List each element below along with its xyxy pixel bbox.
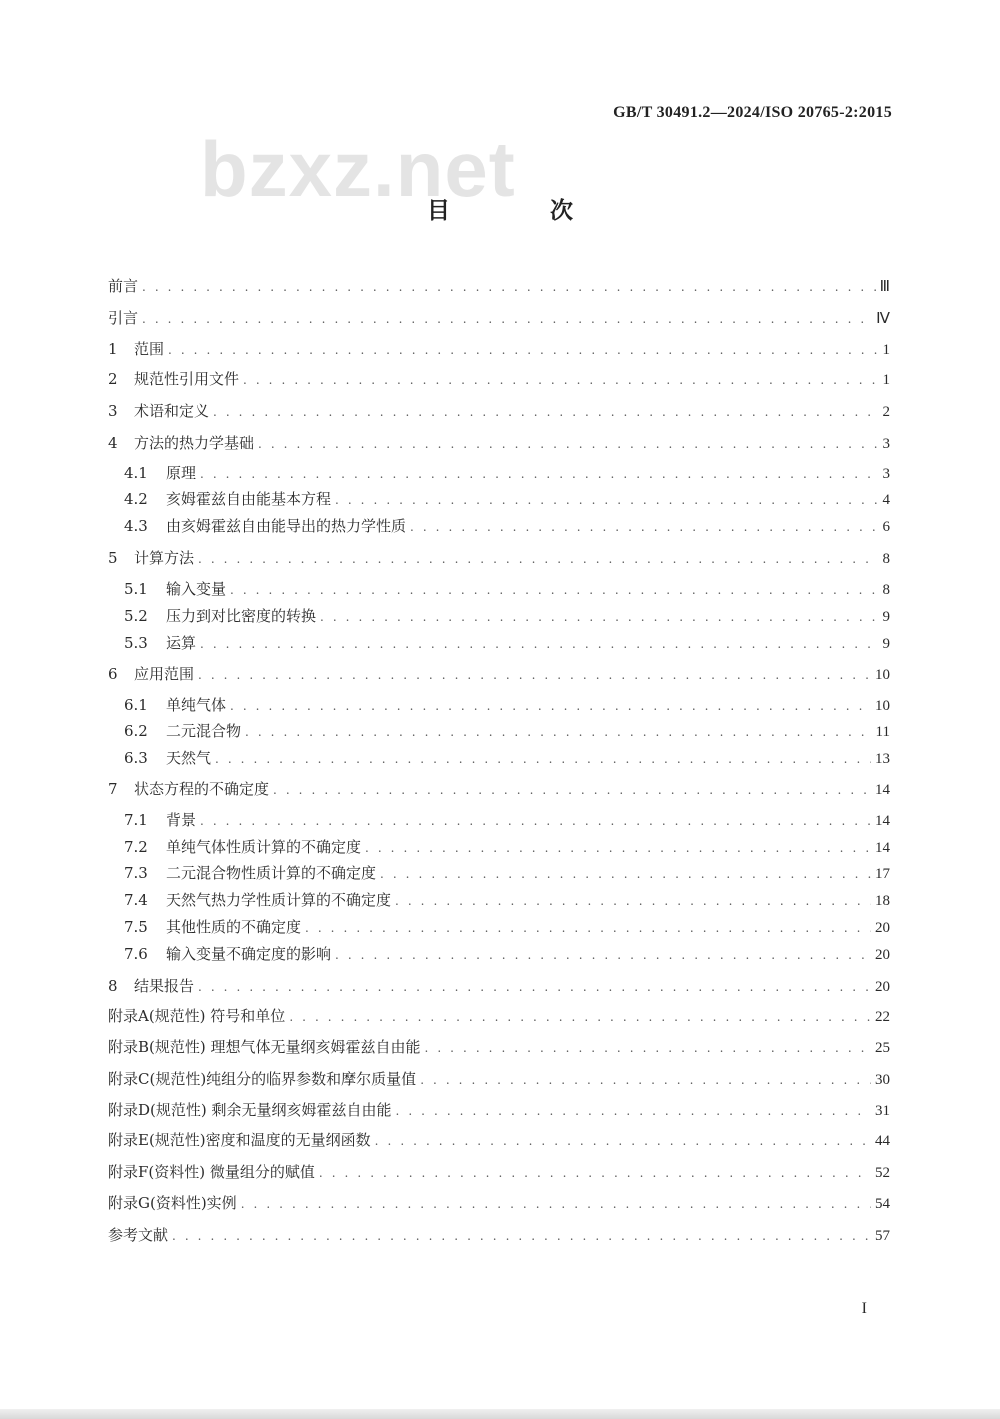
toc-leader-dots (200, 633, 878, 655)
page-title: 目 次 (426, 197, 619, 224)
toc-entry[interactable] (108, 1161, 890, 1183)
toc-entry-number: 7 (108, 780, 118, 798)
toc-entry-page: 1 (882, 372, 890, 388)
toc-leader-dots (335, 944, 871, 966)
toc-entry-number: 7.3 (124, 864, 148, 882)
toc-entry[interactable] (108, 1224, 890, 1246)
toc-entry-page: 4 (882, 492, 890, 508)
toc-entry-page: 14 (875, 782, 890, 798)
toc-entry-title: 附录E(规范性)密度和温度的无量纲函数 (108, 1131, 371, 1149)
toc-leader-dots (213, 401, 878, 423)
toc-entry-title: 术语和定义 (134, 402, 210, 420)
toc-entry[interactable] (108, 547, 890, 569)
toc-entry[interactable] (124, 694, 890, 716)
toc-entry-page: 11 (875, 724, 890, 740)
toc-entry[interactable] (124, 889, 890, 911)
toc-entry-title: 天然气 (166, 749, 212, 767)
toc-entry[interactable] (124, 578, 890, 600)
toc-entry[interactable] (124, 605, 890, 627)
toc-leader-dots (142, 276, 876, 298)
toc-entry-title: 单纯气体 (166, 696, 227, 714)
toc-entry[interactable] (108, 432, 890, 454)
toc-entry-title: 计算方法 (134, 549, 195, 567)
toc-entry-title: 附录F(资料性) 微量组分的赋值 (108, 1163, 315, 1181)
toc-entry-number: 7.2 (124, 838, 148, 856)
toc-leader-dots (198, 548, 878, 570)
toc-leader-dots (172, 1225, 871, 1247)
toc-entry-page: 6 (882, 519, 890, 535)
toc-entry-page: 10 (875, 667, 890, 683)
toc-leader-dots (273, 779, 871, 801)
toc-leader-dots (425, 1037, 872, 1059)
toc-entry-title: 由亥姆霍兹自由能导出的热力学性质 (166, 517, 407, 535)
watermark: bzxz.net (200, 125, 516, 213)
toc-entry-number: 7.4 (124, 891, 148, 909)
toc-entry[interactable] (108, 778, 890, 800)
toc-entry[interactable] (124, 488, 890, 510)
toc-entry-page: 20 (875, 979, 890, 995)
toc-entry[interactable] (108, 400, 890, 422)
toc-entry-page: Ⅲ (879, 279, 890, 295)
toc-entry-title: 结果报告 (134, 977, 195, 995)
toc-entry-page: 54 (875, 1196, 890, 1212)
toc-entry[interactable] (108, 275, 890, 297)
toc-leader-dots (395, 890, 871, 912)
toc-entry-title: 附录B(规范性) 理想气体无量纲亥姆霍兹自由能 (108, 1038, 421, 1056)
toc-entry-title: 压力到对比密度的转换 (166, 607, 317, 625)
toc-entry[interactable] (108, 975, 890, 997)
toc-entry-title: 附录G(资料性)实例 (108, 1194, 237, 1212)
toc-entry-number: 6.1 (124, 696, 148, 714)
toc-entry[interactable] (124, 809, 890, 831)
standard-code-header: GB/T 30491.2—2024/ISO 20765-2:2015 (613, 104, 892, 121)
toc-entry-page: 3 (882, 466, 890, 482)
toc-entry-page: 2 (882, 404, 890, 420)
toc-leader-dots (375, 1130, 871, 1152)
toc-entry-number: 4.2 (124, 490, 148, 508)
toc-entry-title: 引言 (108, 309, 139, 327)
toc-leader-dots (198, 976, 871, 998)
toc-leader-dots (380, 863, 871, 885)
toc-entry-title: 输入变量 (166, 580, 227, 598)
toc-leader-dots (142, 308, 872, 330)
toc-leader-dots (243, 369, 878, 391)
toc-entry-page: 20 (875, 947, 890, 963)
toc-entry[interactable] (108, 1005, 890, 1027)
toc-entry-page: 31 (875, 1103, 890, 1119)
toc-entry-number: 4 (108, 434, 118, 452)
toc-entry[interactable] (124, 632, 890, 654)
toc-entry-page: 8 (882, 551, 890, 567)
toc-entry[interactable] (124, 836, 890, 858)
toc-entry-title: 规范性引用文件 (134, 370, 240, 388)
toc-entry[interactable] (108, 1129, 890, 1151)
toc-entry[interactable] (124, 515, 890, 537)
toc-entry-number: 7.6 (124, 945, 148, 963)
toc-entry-number: 6.3 (124, 749, 148, 767)
toc-entry-title: 天然气热力学性质计算的不确定度 (166, 891, 392, 909)
toc-leader-dots (365, 837, 871, 859)
toc-entry[interactable] (108, 338, 890, 360)
toc-entry[interactable] (124, 462, 890, 484)
toc-leader-dots (215, 748, 871, 770)
page-number: I (861, 1300, 867, 1317)
toc-entry-number: 1 (108, 340, 118, 358)
toc-entry-title: 前言 (108, 277, 139, 295)
toc-entry-title: 背景 (166, 811, 197, 829)
toc-entry-page: 30 (875, 1072, 890, 1088)
toc-entry-page: 3 (882, 436, 890, 452)
toc-entry-title: 输入变量不确定度的影响 (166, 945, 332, 963)
toc-leader-dots (258, 433, 878, 455)
toc-entry-number: 7.1 (124, 811, 148, 829)
toc-leader-dots (335, 489, 878, 511)
toc-entry-number: 3 (108, 402, 118, 420)
toc-entry-title: 范围 (134, 340, 165, 358)
toc-leader-dots (168, 339, 878, 361)
toc-entry-title: 状态方程的不确定度 (134, 780, 270, 798)
toc-entry-page: 9 (882, 636, 890, 652)
toc-entry-title: 单纯气体性质计算的不确定度 (166, 838, 362, 856)
toc-entry-title: 附录A(规范性) 符号和单位 (108, 1007, 286, 1025)
toc-entry[interactable] (108, 663, 890, 685)
toc-entry-page: 20 (875, 920, 890, 936)
toc-leader-dots (245, 721, 872, 743)
toc-entry-page: 17 (875, 866, 890, 882)
toc-entry[interactable] (108, 1192, 890, 1214)
page-edge (0, 1409, 1000, 1419)
toc-entry[interactable] (108, 307, 890, 329)
toc-entry-page: 18 (875, 893, 890, 909)
toc-entry-title: 亥姆霍兹自由能基本方程 (166, 490, 332, 508)
toc-entry-number: 2 (108, 370, 118, 388)
toc-entry[interactable] (124, 916, 890, 938)
toc-entry-title: 运算 (166, 634, 197, 652)
toc-leader-dots (420, 1069, 871, 1091)
toc-leader-dots (289, 1006, 871, 1028)
toc-entry-number: 6.2 (124, 722, 148, 740)
toc-entry-page: 8 (882, 582, 890, 598)
toc-entry-page: 9 (882, 609, 890, 625)
toc-leader-dots (230, 579, 878, 601)
toc-entry[interactable] (108, 1068, 890, 1090)
toc-entry-number: 5.3 (124, 634, 148, 652)
toc-leader-dots (320, 606, 878, 628)
toc-entry-title: 参考文献 (108, 1226, 169, 1244)
toc-entry-page: 57 (875, 1228, 890, 1244)
toc-entry-title: 附录D(规范性) 剩余无量纲亥姆霍兹自由能 (108, 1101, 392, 1119)
toc-entry[interactable] (108, 1099, 890, 1121)
toc-entry-page: 14 (875, 813, 890, 829)
toc-entry-number: 4.3 (124, 517, 148, 535)
toc-entry-title: 应用范围 (134, 665, 195, 683)
toc-entry-title: 二元混合物性质计算的不确定度 (166, 864, 377, 882)
toc-entry-number: 6 (108, 665, 118, 683)
toc-entry-number: 5.2 (124, 607, 148, 625)
toc-entry-page: 22 (875, 1009, 890, 1025)
toc-entry-number: 8 (108, 977, 118, 995)
toc-entry-page: Ⅳ (876, 311, 890, 327)
toc-leader-dots (305, 917, 871, 939)
toc-entry-page: 52 (875, 1165, 890, 1181)
toc-entry-title: 原理 (166, 464, 197, 482)
toc-entry-page: 1 (882, 342, 890, 358)
toc-entry-page: 13 (875, 751, 890, 767)
toc-entry-title: 附录C(规范性)纯组分的临界参数和摩尔质量值 (108, 1070, 417, 1088)
toc-entry-title: 其他性质的不确定度 (166, 918, 302, 936)
toc-leader-dots (319, 1162, 871, 1184)
toc-entry-page: 44 (875, 1133, 890, 1149)
toc-entry[interactable] (124, 720, 890, 742)
toc-leader-dots (410, 516, 878, 538)
toc-entry-number: 4.1 (124, 464, 148, 482)
toc-entry[interactable] (108, 1036, 890, 1058)
toc-entry-page: 14 (875, 840, 890, 856)
toc-leader-dots (200, 810, 871, 832)
toc-entry-title: 二元混合物 (166, 722, 242, 740)
toc-leader-dots (230, 695, 871, 717)
toc-entry-number: 5 (108, 549, 118, 567)
toc-entry-page: 10 (875, 698, 890, 714)
toc-leader-dots (200, 463, 878, 485)
toc-entry[interactable] (124, 862, 890, 884)
toc-leader-dots (396, 1100, 871, 1122)
toc-entry-page: 25 (875, 1040, 890, 1056)
toc-entry-title: 方法的热力学基础 (134, 434, 255, 452)
toc-entry[interactable] (124, 747, 890, 769)
toc-entry-number: 5.1 (124, 580, 148, 598)
toc-entry[interactable] (124, 943, 890, 965)
toc-entry[interactable] (108, 368, 890, 390)
toc-leader-dots (198, 664, 871, 686)
toc-entry-number: 7.5 (124, 918, 148, 936)
toc-leader-dots (241, 1193, 871, 1215)
